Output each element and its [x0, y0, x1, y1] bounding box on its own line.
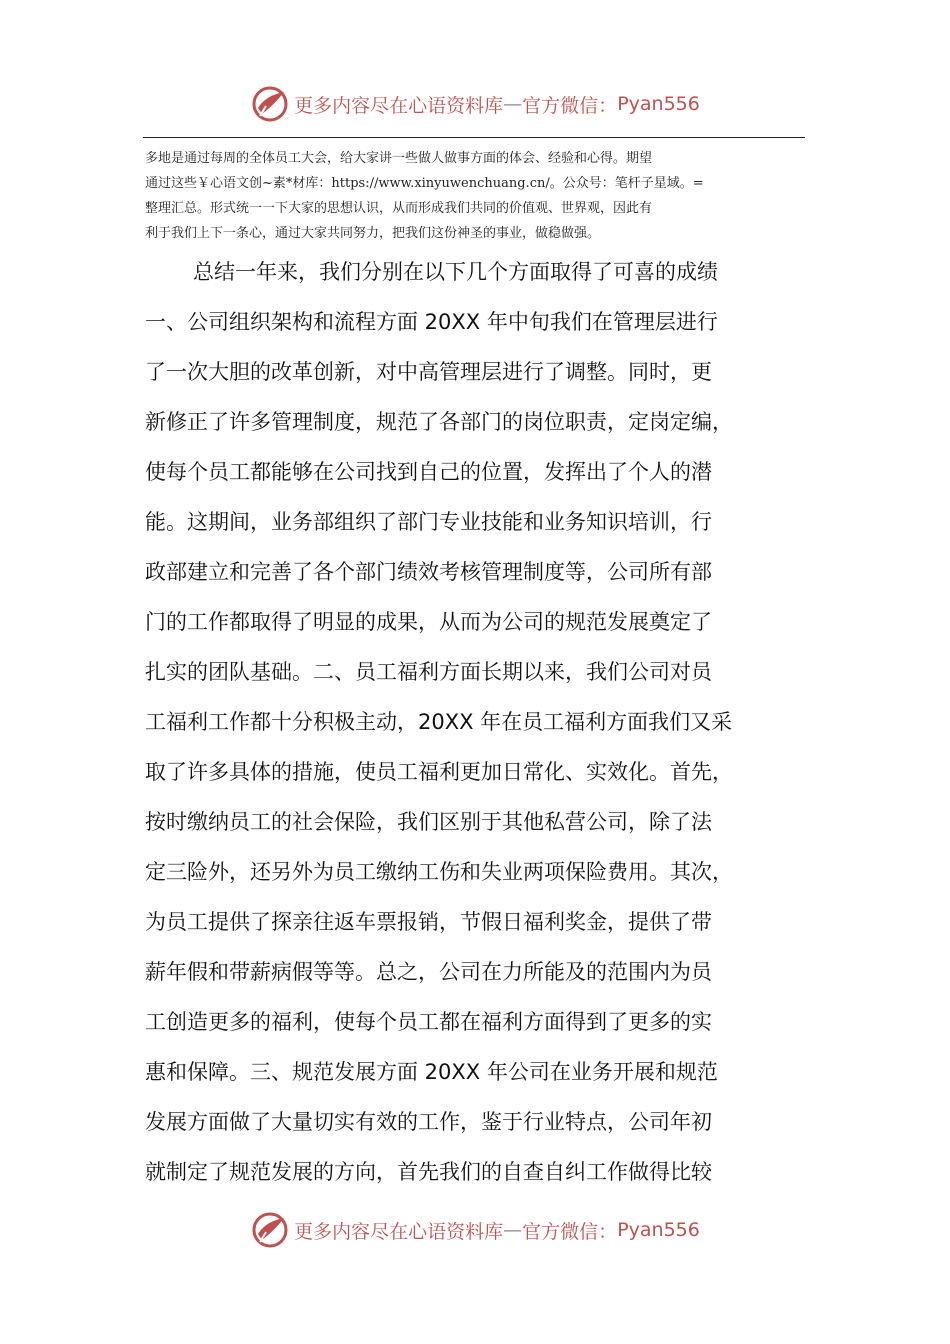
body-line: 一、公司组织架构和流程方面 20XX 年中旬我们在管理层进行 [145, 310, 718, 334]
pen-logo-icon [250, 84, 290, 124]
intro-line: 利于我们上下一条心，通过大家共同努力，把我们这份神圣的事业，做稳做强。 [145, 226, 601, 241]
body-line: 取了许多具体的措施，使员工福利更加日常化、实效化。首先， [145, 760, 733, 784]
body-line: 按时缴纳员工的社会保险，我们区别于其他私营公司，除了法 [145, 810, 712, 834]
body-line: 薪年假和带薪病假等等。总之，公司在力所能及的范围内为员 [145, 960, 712, 984]
header-banner [0, 80, 950, 128]
header-divider [143, 137, 805, 138]
body-line: 就制定了规范发展的方向，首先我们的自查自纠工作做得比较 [145, 1160, 712, 1184]
footer-banner-text: 更多内容尽在心语资料库 [294, 1220, 504, 1243]
body-line: 惠和保障。三、规范发展方面 20XX 年公司在业务开展和规范 [145, 1060, 718, 1084]
body-line: 扎实的团队基础。二、员工福利方面长期以来，我们公司对员 [145, 660, 712, 684]
body-line: 工福利工作都十分积极主动，20XX 年在员工福利方面我们又采 [145, 710, 733, 734]
intro-line: 整理汇总。形式统一一下大家的思想认识，从而形成我们共同的价值观、世界观，因此有 [145, 201, 653, 216]
footer-wechat-handle: Pyan556 [617, 1219, 700, 1241]
header-wechat-label: 官方微信： [522, 94, 618, 117]
intro-line: 通过这些￥心语文创~素*材库：https://www.xinyuwenchuang.cn/。公众号：笔杆子星域。= [145, 176, 704, 191]
header-wechat-handle: Pyan556 [617, 93, 700, 115]
body-line: 门的工作都取得了明显的成果，从而为公司的规范发展奠定了 [145, 610, 712, 634]
body-line: 总结一年来，我们分别在以下几个方面取得了可喜的成绩 [193, 260, 718, 284]
main-body [145, 247, 817, 1197]
body-line: 为员工提供了探亲往返车票报销，节假日福利奖金，提供了带 [145, 910, 712, 934]
body-line: 了一次大胆的改革创新，对中高管理层进行了调整。同时，更 [145, 360, 712, 384]
intro-paragraph [145, 146, 807, 246]
body-line: 政部建立和完善了各个部门绩效考核管理制度等，公司所有部 [145, 560, 712, 584]
body-line: 使每个员工都能够在公司找到自己的位置，发挥出了个人的潜 [145, 460, 712, 484]
body-line: 能。这期间，业务部组织了部门专业技能和业务知识培训，行 [145, 510, 712, 534]
footer-separator: — [503, 1219, 523, 1241]
intro-line: 多地是通过每周的全体员工大会，给大家讲一些做人做事方面的体会、经验和心得。期望 [145, 151, 653, 166]
header-separator: — [503, 93, 523, 115]
body-line: 定三险外，还另外为员工缴纳工伤和失业两项保险费用。其次， [145, 860, 733, 884]
body-line: 新修正了许多管理制度，规范了各部门的岗位职责，定岗定编， [145, 410, 733, 434]
header-banner-text: 更多内容尽在心语资料库 [294, 94, 504, 117]
pen-logo-icon [250, 1210, 290, 1250]
body-line: 发展方面做了大量切实有效的工作，鉴于行业特点，公司年初 [145, 1110, 712, 1134]
footer-banner [0, 1206, 950, 1254]
body-line: 工创造更多的福利，使每个员工都在福利方面得到了更多的实 [145, 1010, 712, 1034]
footer-wechat-label: 官方微信： [522, 1220, 618, 1243]
